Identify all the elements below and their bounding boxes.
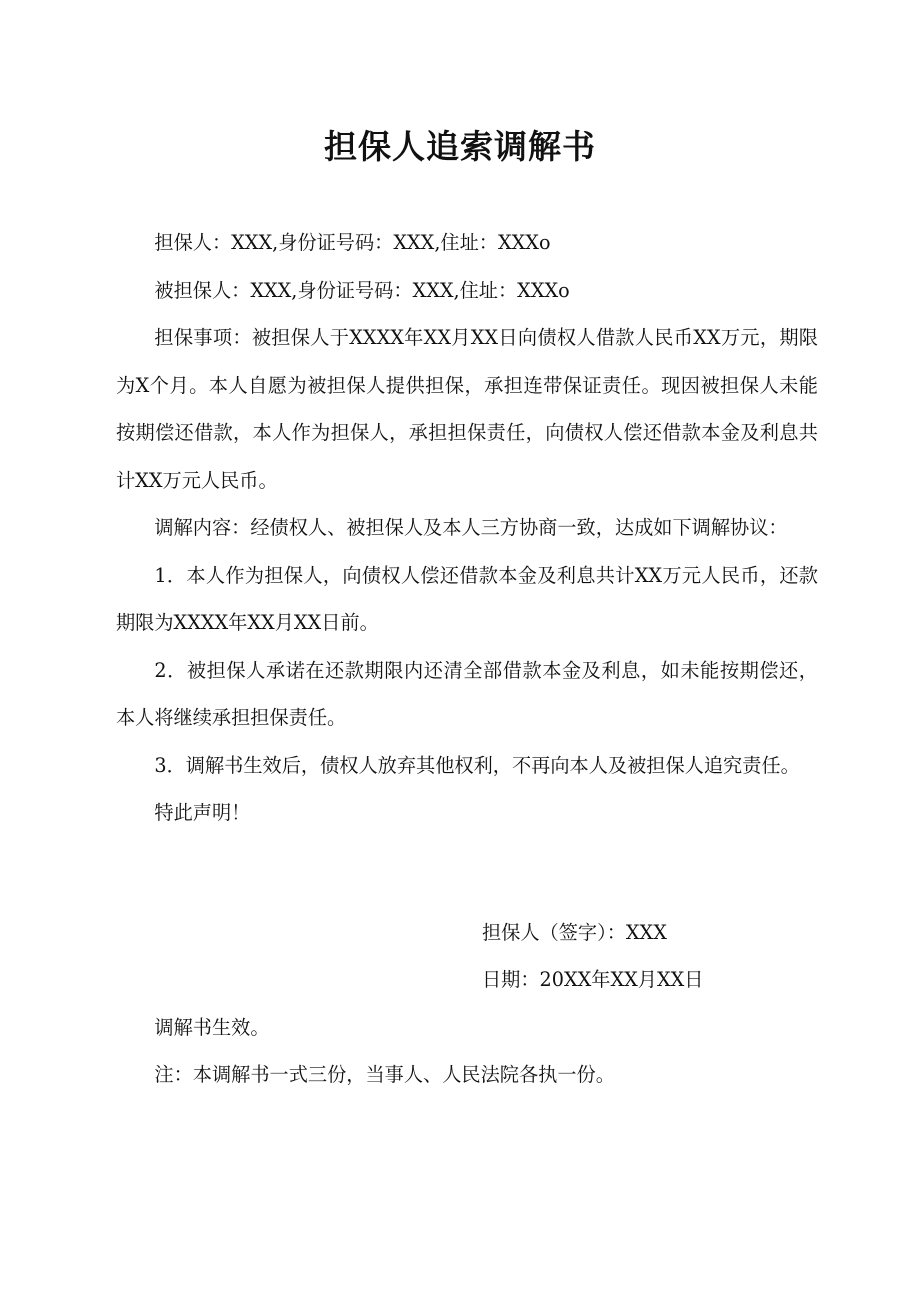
document-body <box>116 219 818 1099</box>
guarantor-info: 担保人：XXX,身份证号码：XXX,住址：XXXo <box>154 231 551 254</box>
agreement-item-3: 3．调解书生效后，债权人放弃其他权利，不再向本人及被担保人追究责任。 <box>154 753 800 777</box>
declaration: 特此声明！ <box>154 801 251 824</box>
signature-spacer <box>116 837 818 909</box>
mediation-content: 调解内容：经债权人、被担保人及本人三方协商一致，达成如下调解协议： <box>154 516 788 539</box>
closing-section <box>116 1004 818 1099</box>
agreement-item-2: 2．被担保人承诺在还款期限内还清全部借款本金及利息，如未能按期偿还，本人将继续承担担保责任。 <box>116 658 818 729</box>
guarantor-signature: 担保人（签字）：XXX <box>482 920 667 944</box>
effective-statement: 调解书生效。 <box>154 1015 270 1039</box>
signature-date: 日期：20XX年XX月XX日 <box>482 968 704 991</box>
guaranteed-party-info: 被担保人：XXX,身份证号码：XXX,住址：XXXo <box>154 278 570 302</box>
copies-note: 注：本调解书一式三份，当事人、人民法院各执一份。 <box>154 1063 615 1086</box>
agreement-item-1: 1．本人作为担保人，向债权人偿还借款本金及利息共计XX万元人民币，还款期限为XXXX年XX月XX日前。 <box>116 563 818 634</box>
signature-block <box>482 909 818 1004</box>
document-title: 担保人追索调解书 <box>324 127 596 166</box>
guarantee-matter: 担保事项：被担保人于XXXX年XX月XX日向债权人借款人民币XX万元，期限为X个月。本人自愿为被担保人提供担保，承担连带保证责任。现因被担保人未能按期偿还借款，本人作为担保人，承担担保责任，向债权人偿还借款本金及利息共计XX万元人民币。 <box>116 326 818 492</box>
